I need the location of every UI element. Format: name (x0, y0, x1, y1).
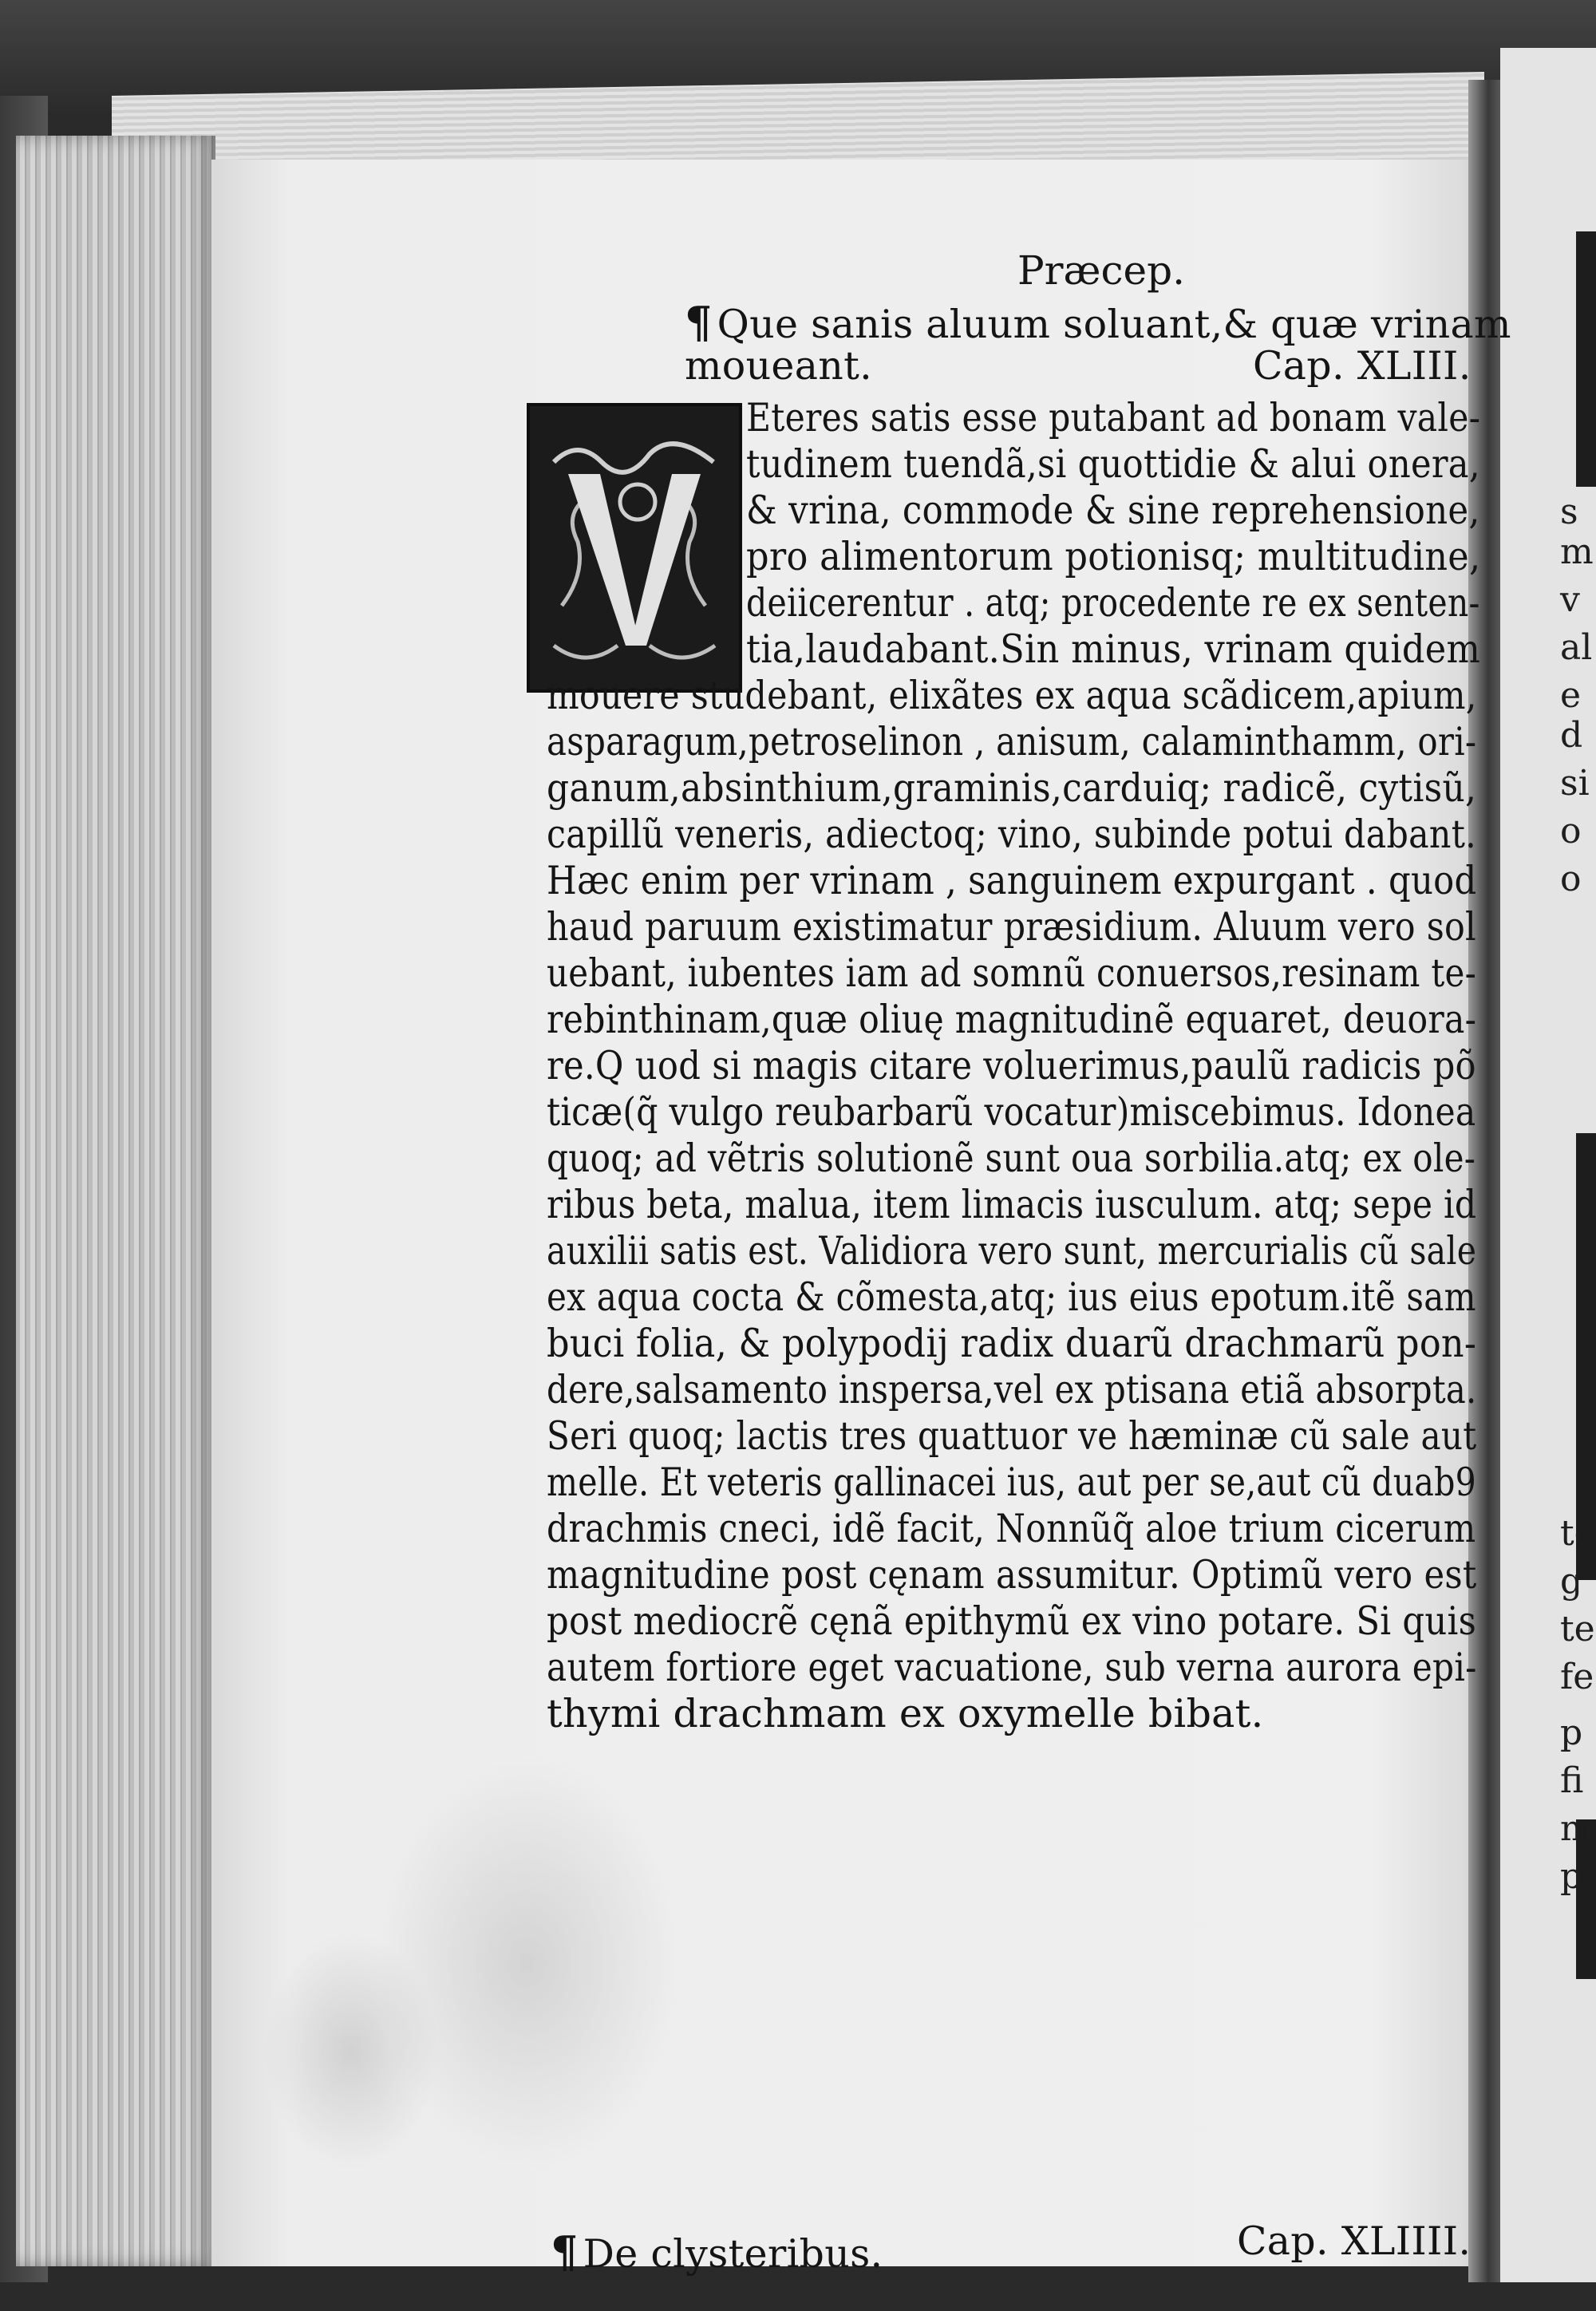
right-page-text-fragment: m (1560, 1808, 1594, 1849)
right-page-text-fragment: te (1560, 1609, 1595, 1649)
text-line: dere,salsamento inspersa,vel ex ptisana etiã absorpta. (547, 1367, 1477, 1412)
right-page-text-fragment: o (1560, 811, 1582, 851)
text-line: deiicerentur . atq; procedente re ex senten- (746, 580, 1480, 626)
water-stain (263, 1931, 439, 2171)
text-line: auxilii satis est. Validiora vero sunt, mercurialis cũ sale (547, 1228, 1477, 1274)
text-line: ribus beta, malua, item limacis iusculum. atq; sepe id (547, 1182, 1477, 1227)
text-line: & vrina, commode & sine reprehensione, (746, 488, 1480, 533)
right-page-text-fragment: si (1560, 763, 1590, 804)
right-page-text-fragment: m (1560, 531, 1594, 572)
text-line: melle. Et veteris gallinacei ius, aut per se,aut cũ duab9 (547, 1460, 1477, 1505)
right-page-text-fragment: al (1560, 627, 1593, 668)
text-line: haud paruum existimatur præsidium. Aluum vero sol (547, 904, 1477, 950)
chapter-title-line: ¶ Que sanis aluum soluant,& quæ vrinam (685, 297, 1511, 348)
right-page-text-fragment: fi (1560, 1760, 1584, 1801)
right-page-text-fragment: p (1560, 1856, 1583, 1897)
text-line: quoq; ad vẽtris solutionẽ sunt oua sorbilia.atq; ex ole- (547, 1136, 1476, 1181)
right-page-text-fragment: d (1560, 715, 1583, 756)
pilcrow-icon: ¶ (685, 297, 713, 348)
right-page-text-fragment: g (1560, 1561, 1583, 1602)
right-page-ornament (1576, 231, 1596, 487)
running-head: Præcep. (1017, 247, 1186, 294)
text-line: buci folia, & polypodij radix duarũ drachmarũ pon- (547, 1321, 1477, 1366)
chapter-label: Cap. XLIIII. (1237, 2218, 1472, 2264)
text-line: capillũ veneris, adiectoq; vino, subinde potui dabant. (547, 812, 1477, 857)
initial-v-woodcut-icon (530, 406, 739, 689)
text-line: tudinem tuendã,si quottidie & alui onera, (746, 441, 1480, 487)
right-page-text-fragment: e (1560, 675, 1582, 716)
text-line: ticæ(q̃ vulgo reubarbarũ vocatur)miscebimus. Idonea (547, 1089, 1476, 1135)
page-edges-fore (16, 136, 215, 2266)
text-line: autem fortiore eget vacuatione, sub verna aurora epi- (547, 1645, 1477, 1690)
text-line: ganum,absinthium,graminis,carduiq; radicẽ, cytisũ, (547, 765, 1477, 811)
right-page-text-fragment: p (1560, 1713, 1583, 1753)
text-line: rebinthinam,quæ oliuę magnitudinẽ equaret, deuora- (547, 997, 1477, 1042)
text-line: uebant, iubentes iam ad somnũ conuersos,resinam te- (547, 950, 1477, 996)
text-line: re.Q uod si magis citare voluerimus,paulũ radicis põ (547, 1043, 1476, 1088)
text-line: mouere studebant, elixãtes ex aqua scãdicem,apium, (547, 673, 1477, 718)
chapter-title-line: ¶ De clysteribus. (551, 2226, 883, 2277)
text-line: Hæc enim per vrinam , sanguinem expurgant . quod (547, 858, 1477, 903)
text-line: magnitudine post cęnam assumitur. Optimũ vero est (547, 1552, 1477, 1598)
right-page-text-fragment: te (1560, 1513, 1595, 1554)
text-line: asparagum,petroselinon , anisum, calaminthamm, ori- (547, 719, 1477, 764)
chapter-label: Cap. XLIII. (1253, 343, 1472, 389)
text-line: drachmis cneci, idẽ facit, Nonnũq̃ aloe trium cicerum (547, 1506, 1476, 1551)
right-page-text-fragment: o (1560, 859, 1582, 899)
right-page-text-fragment: v (1560, 579, 1580, 620)
text-line: tia,laudabant.Sin minus, vrinam quidem (746, 626, 1481, 672)
decorated-initial (527, 403, 742, 693)
right-page-text-fragment: s (1560, 492, 1578, 532)
right-page-text-fragment: fe (1560, 1657, 1594, 1697)
text-line: pro alimentorum potionisq; multitudine, (746, 534, 1481, 579)
text-line: ex aqua cocta & cõmesta,atq; ius eius epotum.itẽ sam (547, 1274, 1476, 1320)
chapter-title-line: moueant. (685, 343, 872, 389)
text-line: post mediocrẽ cęnã epithymũ ex vino potare. Si quis (547, 1598, 1477, 1644)
text-line: Eteres satis esse putabant ad bonam vale- (746, 395, 1481, 440)
pilcrow-icon: ¶ (551, 2226, 579, 2277)
text-line: thymi drachmam ex oxymelle bibat. (547, 1691, 1264, 1736)
text-line: Seri quoq; lactis tres quattuor ve hæminæ cũ sale aut (547, 1413, 1477, 1459)
